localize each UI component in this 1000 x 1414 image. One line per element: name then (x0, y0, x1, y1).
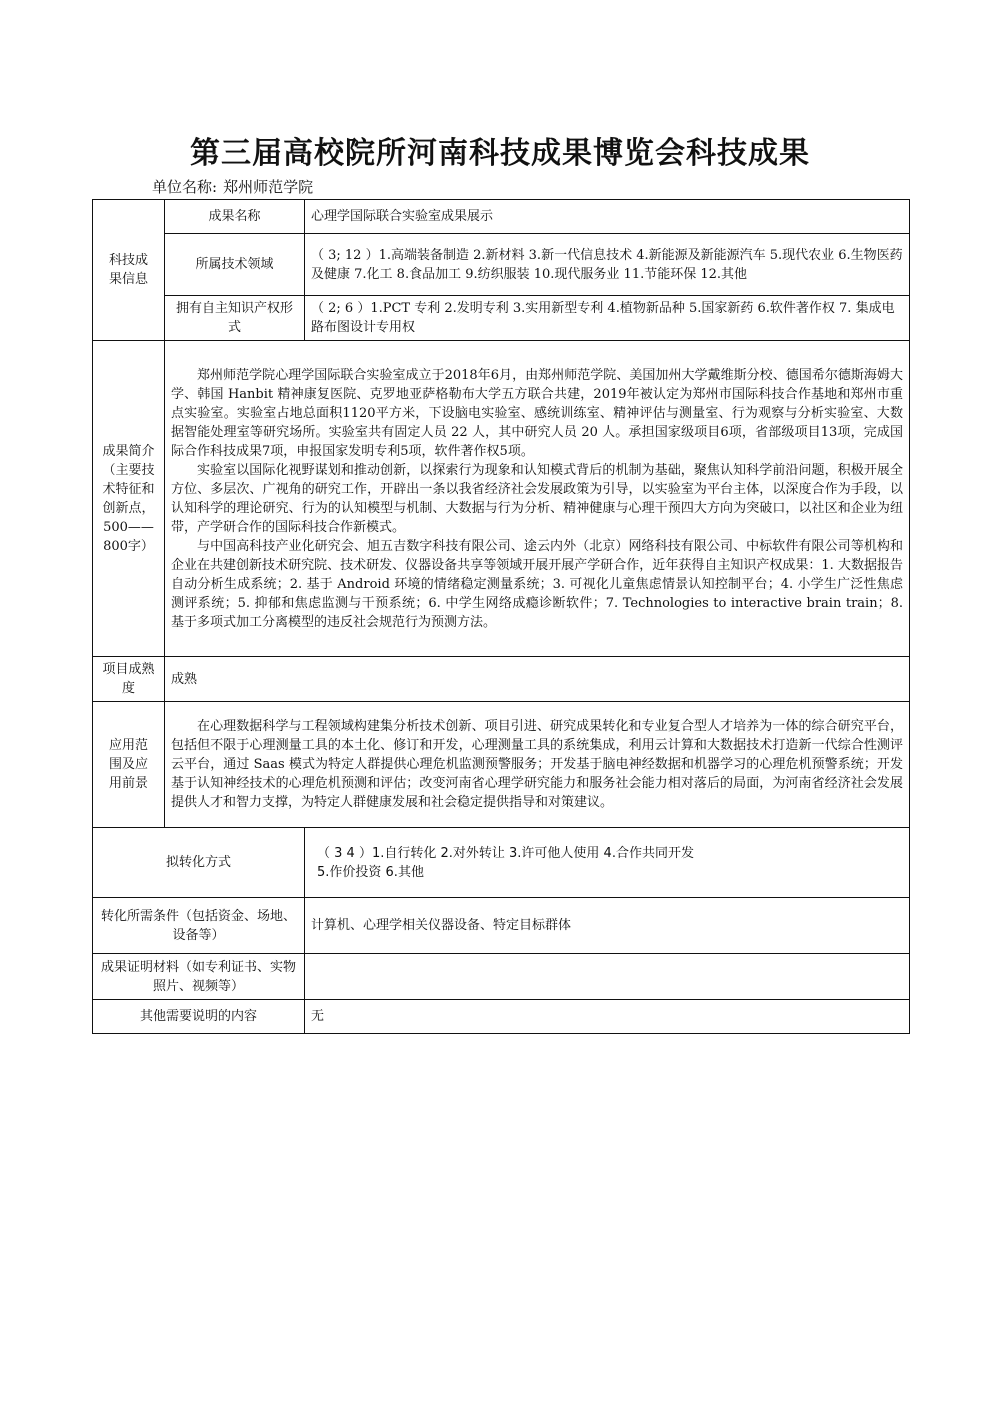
other-value: 无 (305, 1000, 910, 1034)
summary-body (165, 341, 910, 657)
document-title: 第三届高校院所河南科技成果博览会科技成果 (190, 136, 810, 171)
maturity-label: 项目成熟度 (93, 657, 165, 702)
application-body (165, 702, 910, 828)
transfer-options-line2: 5.作价投资 6.其他 (317, 864, 424, 880)
tech-field-value: （ 3; 12 ）1.高端装备制造 2.新材料 3.新一代信息技术 4.新能源及新能源汽车 5.现代农业 6.生物医药及健康 7.化工 8.食品加工 9.纺织服装 10.现代服务业 11.节能环保 12.其他 (305, 234, 910, 296)
summary-paragraph: 实验室以国际化视野谋划和推动创新，以探索行为现象和认知模式背后的机制为基础，聚焦认知科学前沿问题，积极开展全方位、多层次、广视角的研究工作，开辟出一条以我省经济社会发展政策为引导，以实验室为平台主体，以深度合作为手段，以认知科学的理论研究、行为的认知模型与机制、大数据与行为分析、精神健康与心理干预四大方向为突破口，以社区和企业为纽带，产学研合作的国际科技合作新模式。 (171, 462, 903, 535)
proof-value (305, 954, 910, 1000)
conditions-label: 转化所需条件（包括资金、场地、设备等） (93, 898, 305, 954)
conditions-value: 计算机、心理学相关仪器设备、特定目标群体 (305, 898, 910, 954)
transfer-value (305, 828, 910, 898)
transfer-label: 拟转化方式 (93, 828, 305, 898)
tech-field-label: 所属技术领域 (165, 234, 305, 296)
unit-name: 郑州师范学院 (223, 178, 314, 196)
other-label: 其他需要说明的内容 (93, 1000, 305, 1034)
unit-label: 单位名称: (152, 178, 218, 196)
maturity-value: 成熟 (165, 657, 910, 702)
unit-line (152, 176, 319, 197)
ip-form-label: 拥有自主知识产权形式 (165, 296, 305, 341)
achievement-name-label: 成果名称 (165, 200, 305, 234)
section-label-info: 科技成果信息 (93, 200, 165, 341)
achievement-name-value: 心理学国际联合实验室成果展示 (305, 200, 910, 234)
achievement-form (92, 199, 910, 1034)
application-label: 应用范围及应用前景 (93, 702, 165, 828)
application-text: 在心理数据科学与工程领域构建集分析技术创新、项目引进、研究成果转化和专业复合型人才培养为一体的综合研究平台，包括但不限于心理测量工具的本土化、修订和开发，心理测量工具的系统集成，利用云计算和大数据技术打造新一代综合性测评云平台，通过 Saas 模式为特定人群提供心理危机监测预警服务；开发基于脑电神经数据和机器学习的心理危机预警系统；开发基于认知神经技术的心理危机预测和评估；改变河南省心理学研究能力和服务社会能力相对落后的局面，为河南省经济社会发展提供人才和智力支撑，为特定人群健康发展和社会稳定提供指导和对策建议。 (171, 719, 903, 810)
summary-label: 成果简介（主要技术特征和创新点，500——800字） (93, 341, 165, 657)
summary-paragraph: 与中国高科技产业化研究会、旭五吉数字科技有限公司、途云内外（北京）网络科技有限公司、中标软件有限公司等机构和企业在共建创新技术研究院、技术研发、仪器设备共享等领域开展开展产学研合作，近年获得自主知识产权成果：1. 大数据报告自动分析生成系统；2. 基于 Android 环境的情绪稳定测量系统；3. 可视化儿童焦虑情景认知控制平台；4. 小学生广泛性焦虑测评系统；5. 抑郁和焦虑监测与干预系统；6. 中学生网络成瘾诊断软件；7. Technologies to interactive brain train；8. 基于多项式加工分离模型的违反社会规范行为预测方法。 (171, 538, 903, 630)
transfer-options-line1: （ 3 4 ）1.自行转化 2.对外转让 3.许可他人使用 4.合作共同开发 (317, 845, 694, 861)
proof-label: 成果证明材料（如专利证书、实物照片、视频等） (93, 954, 305, 1000)
summary-paragraph: 郑州师范学院心理学国际联合实验室成立于2018年6月，由郑州师范学院、美国加州大学戴维斯分校、德国希尔德斯海姆大学、韩国 Hanbit 精神康复医院、克罗地亚萨格勒布大学五方联合共建，2019年被认定为郑州市国际科技合作基地和郑州市重点实验室。实验室占地总面积1120平方米，下设脑电实验室、感统训练室、精神评估与测量室、行为观察与分析实验室、大数据智能处理室等研究场所。实验室共有固定人员 22 人，其中研究人员 20 人。承担国家级项目6项，省部级项目13项，完成国际合作科技成果7项，申报国家发明专利5项，软件著作权5项。 (171, 367, 903, 459)
ip-form-value: （ 2; 6 ）1.PCT 专利 2.发明专利 3.实用新型专利 4.植物新品种 5.国家新药 6.软件著作权 7. 集成电路布图设计专用权 (305, 296, 910, 341)
